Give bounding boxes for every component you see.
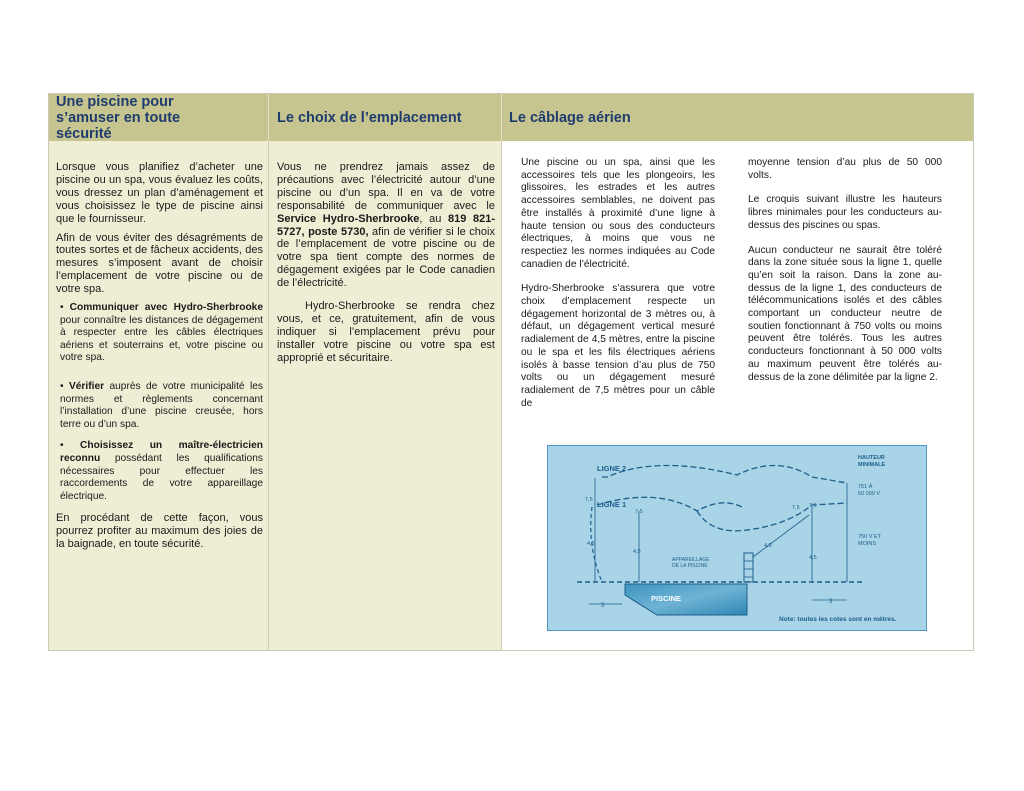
label-hauteur: HAUTEUR	[858, 455, 885, 461]
clearance-diagram	[547, 445, 927, 631]
header-safety: Une piscine pour s’amuser en toute sécurité	[49, 94, 269, 141]
dim-label-7-5-right: 7,5	[792, 505, 800, 511]
wiring-paragraph-4: Le croquis suivant illustre les hauteurs libres minimales pour les conducteurs au-dessus des piscines ou spas.	[748, 194, 942, 231]
header-aerial-wiring: Le câblage aérien	[502, 94, 973, 141]
wiring-paragraph-1: Une piscine ou un spa, ainsi que les accessoires tels que les plongeoirs, les glissoires, les estrades et les autres accessoires semblables, ne doivent pas être installés à proximité d’une ligne à haute tension ou sous des conducteurs électriques, à moins que vous ne respectiez les normes indiquées au Code canadien de l’électricité.	[521, 157, 715, 270]
dim-label-7-5-mid: 7,5	[635, 509, 643, 515]
label-ligne-2: LIGNE 2	[597, 464, 627, 473]
wiring-paragraph-5: Aucun conducteur ne saurait être toléré dans la zone située sous la ligne 1, quelle qu’en soit la raison. Dans la zone au-dessus de la ligne 1, des conducteurs de télécommunications isolés et des câbles comportant un conducteur neutre de soutien fonctionnant à 750 volts ou moins peuvent être tolérés. Tous les autres conducteurs fonctionnant à 50 000 volts au maximum peuvent être tolérés au-dessus de la zone délimitée par la ligne 2.	[748, 244, 942, 383]
wiring-paragraph-3: moyenne tension d’au plus de 50 000 volts.	[748, 157, 942, 181]
wiring-paragraph-2: Hydro-Sherbrooke s’assurera que votre choix d’emplacement respecte un dégagement horizontal de 3 mètres ou, à défaut, un dégagement vertical mesuré radialement de 4,5 mètres, entre la piscine ou le spa et les fils électriques aériens isolés à basse tension d’au plus de 750 volts ou un dégagement mesuré radialement de 7,5 mètres pour un câble de	[521, 283, 715, 409]
bullet-electrician: • Choisissez un maître-électricien reconnu possédant les qualifications nécessaires pour effectuer les raccordements de votre appareillage électrique.	[60, 440, 263, 502]
dim-label-4-5-radial: 4,5	[764, 543, 772, 549]
label-ligne-1: LIGNE 1	[597, 500, 627, 509]
location-paragraph-1: Vous ne prendrez jamais assez de précautions avec l’électricité autour d’une piscine ou d’un spa. Il en va de votre responsabilité de communiquer avec le Service Hydro-Sherbrooke, au 819 821-5727, poste 5730, afin de vérifier si le choix de l’emplacement de votre piscine ou de votre spa tient compte des normes de dégagement exigées par le Code canadien de l’électricité.	[277, 161, 495, 290]
label-note: Note: toutes les cotes sont en mètres.	[779, 616, 897, 623]
column-location	[269, 141, 502, 650]
dim-label-3-left: 3	[601, 603, 605, 609]
label-moins: MOINS	[858, 541, 877, 547]
dim-label-3-right: 3	[829, 599, 833, 605]
column-safety	[49, 141, 269, 650]
location-paragraph-2: Hydro-Sherbrooke se rendra chez vous, et ce, gratuitement, afin de vous indiquer si l’emplacement prévu pour installer votre piscine ou votre spa est approprié et sécuritaire.	[277, 300, 495, 364]
dim-label-7-5-left: 7,5	[585, 497, 593, 503]
label-750v: 750 V ET	[858, 534, 881, 540]
bullet-communicate: • Communiquer avec Hydro-Sherbrooke pour connaître les distances de dégagement à respecter entre les câbles électriques aériens et souterrains et, votre piscine ou votre spa.	[60, 302, 264, 364]
label-751: 751 À	[858, 484, 873, 490]
safety-paragraph-3: En procédant de cette façon, vous pourrez profiter au maximum des joies de la baignade, en toute sécurité.	[56, 512, 263, 551]
bullet-verify: • Vérifier auprès de votre municipalité les normes et règlements concernant l’installation d’une piscine creusée, hors terre ou d’un spa.	[60, 381, 263, 430]
dim-label-4-5-pool: 4,5	[633, 549, 641, 555]
dim-label-4-5-right: 4,5	[809, 555, 817, 561]
header-location: Le choix de l’emplacement	[269, 94, 502, 141]
label-50000: 50 000 V	[858, 491, 881, 497]
dim-label-7-5-far: 7,5	[809, 503, 817, 509]
safety-paragraph-2: Afin de vous éviter des désagréments de toutes sortes et de fâcheux accidents, des mesures s’imposent avant de choisir l’emplacement de votre piscine ou de votre spa.	[56, 231, 263, 296]
dim-label-4-5-left: 4,5	[587, 541, 595, 547]
label-appareillage: APPAREILLAGE	[672, 557, 710, 563]
safety-paragraph-1: Lorsque vous planifiez d’acheter une piscine ou un spa, vous évaluez les coûts, vous dressez un plan d’aménagement et vous choisissez le type de piscine ainsi que le fournisseur.	[56, 161, 263, 225]
label-minimale: MINIMALE	[858, 462, 886, 468]
label-de-la-piscine: DE LA PISCINE	[672, 563, 708, 569]
label-piscine: PISCINE	[651, 594, 682, 603]
